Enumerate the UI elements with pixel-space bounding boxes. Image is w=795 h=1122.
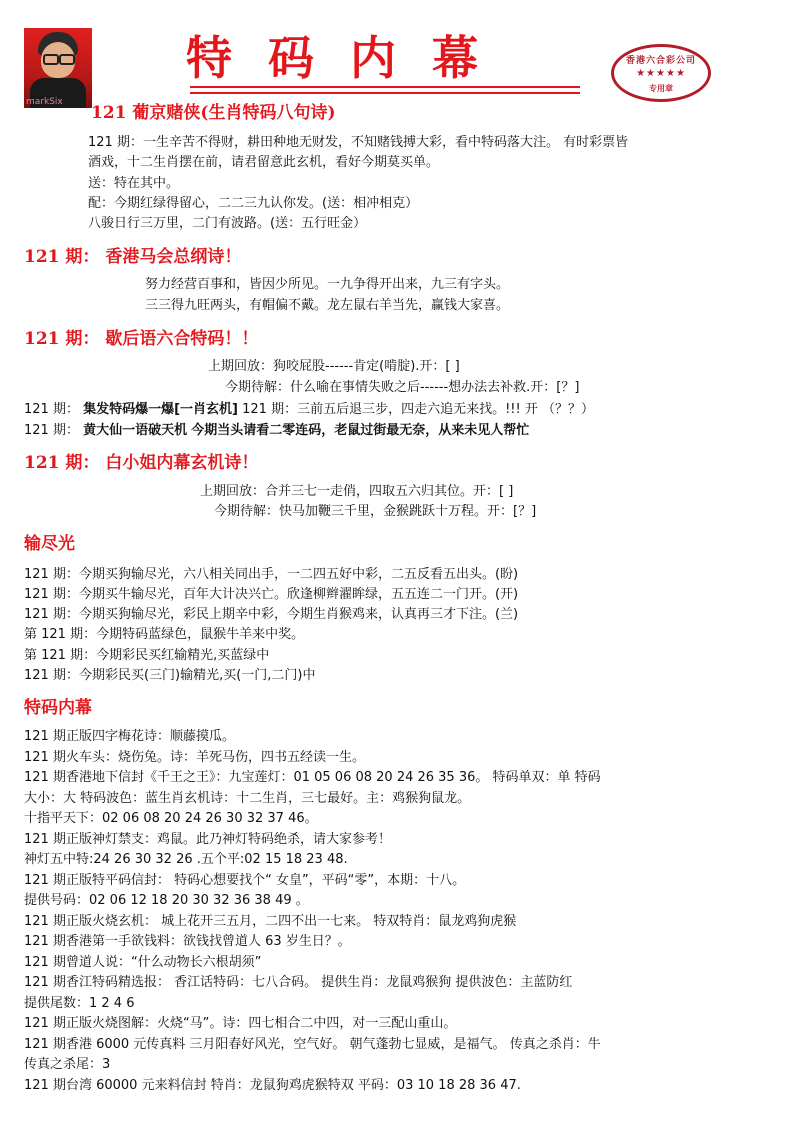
section-6-line: 121 期正版神灯禁支：鸡鼠。此乃神灯特码绝杀，请大家参考！ (24, 832, 391, 847)
section-1-title: 121 葡京赌侠(生肖特码八句诗) (91, 103, 336, 123)
row-text: 121 期：三前五后退三步，四走六追无来找。!!! 开 （？？） (242, 402, 594, 417)
section-1-line: 121 期：一生辛苦不得财，耕田种地无财发，不知赌钱搏大彩，看中特码落大注。 有时彩票皆 (88, 135, 629, 150)
section-2-line: 努力经营百事和，皆因少所见。一九争得开出来，九三有字头。 (145, 277, 510, 292)
section-3-row (24, 421, 529, 441)
section-5-line: 121 期：今期买牛输尽光，百年大计决兴亡。欣逢柳辫濯眸绿，五五连二一门开。(开) (24, 587, 519, 602)
section-6-line: 121 期火车头：烧伤兔。诗：羊死马伤，四书五经读一生。 (24, 750, 365, 765)
last-period-replay: 上期回放：合并三七一走俏，四取五六归其位。开：[ ] (200, 484, 514, 499)
section-6-line: 提供尾数：1 2 4 6 (24, 996, 135, 1011)
row-bold-label: 黄大仙一语破天机 (83, 423, 188, 438)
section-1-line: 八骏日行三万里，二门有波路。(送：五行旺金） (88, 216, 367, 231)
section-6-line: 121 期正版特平码信封： 特码心想要找个“ 女皇”，平码“零”，本期：十八。 (24, 873, 466, 888)
section-6-line: 121 期香港 6000 元传真料 三月阳春好风光，空气好。 朝气蓬勃七显威，是福气。 传真之杀肖：牛 (24, 1037, 601, 1052)
title-underline-1 (190, 86, 580, 88)
title-underline-2 (190, 92, 580, 94)
section-3-row (24, 400, 594, 420)
section-6-line: 提供号码：02 06 12 18 20 30 32 36 38 49 。 (24, 893, 309, 908)
section-6-line: 神灯五中特:24 26 30 32 26 .五个平:02 15 18 23 48. (24, 852, 348, 867)
section-3-title: 121 期： 歇后语六合特码！！ (24, 329, 259, 349)
this-period-riddle: 今期待解：什么喻在事情失败之后------想办法去补救.开：[？] (225, 380, 580, 395)
section-6-line: 大小：大 特码波色：蓝生肖玄机诗：十二生肖，三七最好。主：鸡猴狗鼠龙。 (24, 791, 471, 806)
row-bold-label: 集发特码爆一爆[一肖玄机] (83, 402, 238, 417)
section-2-line: 三三得九旺两头，有帽偏不戴。龙左鼠右羊当先，赢钱大家喜。 (145, 298, 510, 313)
section-6-line: 121 期香港地下信封《千王之王》：九宝莲灯：01 05 06 08 20 24 26 35 36。 特码单双：单 特码 (24, 770, 601, 785)
last-period-replay: 上期回放：狗咬屁股------肯定(啃腚).开：[ ] (208, 359, 460, 374)
section-6-line: 121 期台湾 60000 元来料信封 特肖：龙鼠狗鸡虎猴特双 平码：03 10 18 28 36 47. (24, 1078, 521, 1093)
section-5-line: 第 121 期：今期彩民买红输精光,买蓝绿中 (24, 648, 270, 663)
section-6-line: 121 期香江特码精选报： 香江话特码：七八合码。 提供生肖：龙鼠鸡猴狗 提供波色：主蓝防红 (24, 975, 573, 990)
section-1-line: 送：特在其中。 (88, 176, 180, 191)
row-text: 今期当头请看二零连码，老鼠过街最无奈，从来未见人帮忙 (191, 423, 530, 438)
section-1-line: 配：今期红绿得留心，二二三九认你发。(送：相冲相克） (88, 196, 419, 211)
author-photo (24, 28, 92, 108)
seal-stars: ★★★★★ (636, 68, 686, 79)
this-period-riddle: 今期待解：快马加鞭三千里，金猴跳跃十万程。开：[？] (214, 504, 537, 519)
section-4-title: 121 期： 白小姐内幕玄机诗！ (24, 453, 259, 473)
section-5-title: 输尽光 (24, 534, 75, 554)
photo-watermark: markSix (26, 97, 63, 107)
section-6-line: 十指平天下：02 06 08 20 24 26 30 32 37 46。 (24, 811, 318, 826)
company-seal (611, 44, 711, 102)
section-6-line: 121 期正版四字梅花诗：顺藤摸瓜。 (24, 729, 235, 744)
row-prefix: 121 期： (24, 423, 79, 438)
seal-top-text: 香港六合彩公司 (625, 56, 696, 66)
seal-bottom-text: 专用章 (649, 84, 673, 93)
section-5-line: 121 期：今期买狗输尽光，六八相关同出手，一二四五好中彩，二五反看五出头。(盼) (24, 567, 519, 582)
section-1-line: 酒戏，十二生肖摆在前，请君留意此玄机，看好今期莫买单。 (88, 155, 440, 170)
section-5-line: 121 期：今期买狗输尽光，彩民上期辛中彩，今期生肖猴鸡来，认真再三才下注。(兰) (24, 607, 519, 622)
section-6-line: 121 期正版火烧图解：火烧“马”。诗：四七相合二中四，对一三配山重山。 (24, 1016, 457, 1031)
section-5-line: 121 期：今期彩民买(三门)输精光,买(一门,二门)中 (24, 668, 316, 683)
section-6-line: 121 期香港第一手欲钱料：欲钱找曾道人 63 岁生日？。 (24, 934, 351, 949)
row-prefix: 121 期： (24, 402, 79, 417)
section-6-title: 特码内幕 (24, 698, 92, 718)
section-6-line: 121 期曾道人说：“什么动物长六根胡须” (24, 955, 262, 970)
section-6-line: 121 期正版火烧玄机： 城上花开三五月，二四不出一七来。 特双特肖：鼠龙鸡狗虎猴 (24, 914, 517, 929)
section-2-title: 121 期： 香港马会总纲诗！ (24, 247, 242, 267)
section-6-line: 传真之杀尾：3 (24, 1057, 111, 1072)
section-5-line: 第 121 期：今期特码蓝绿色，鼠猴牛羊来中奖。 (24, 627, 305, 642)
page-title: 特码内幕 (186, 31, 514, 85)
